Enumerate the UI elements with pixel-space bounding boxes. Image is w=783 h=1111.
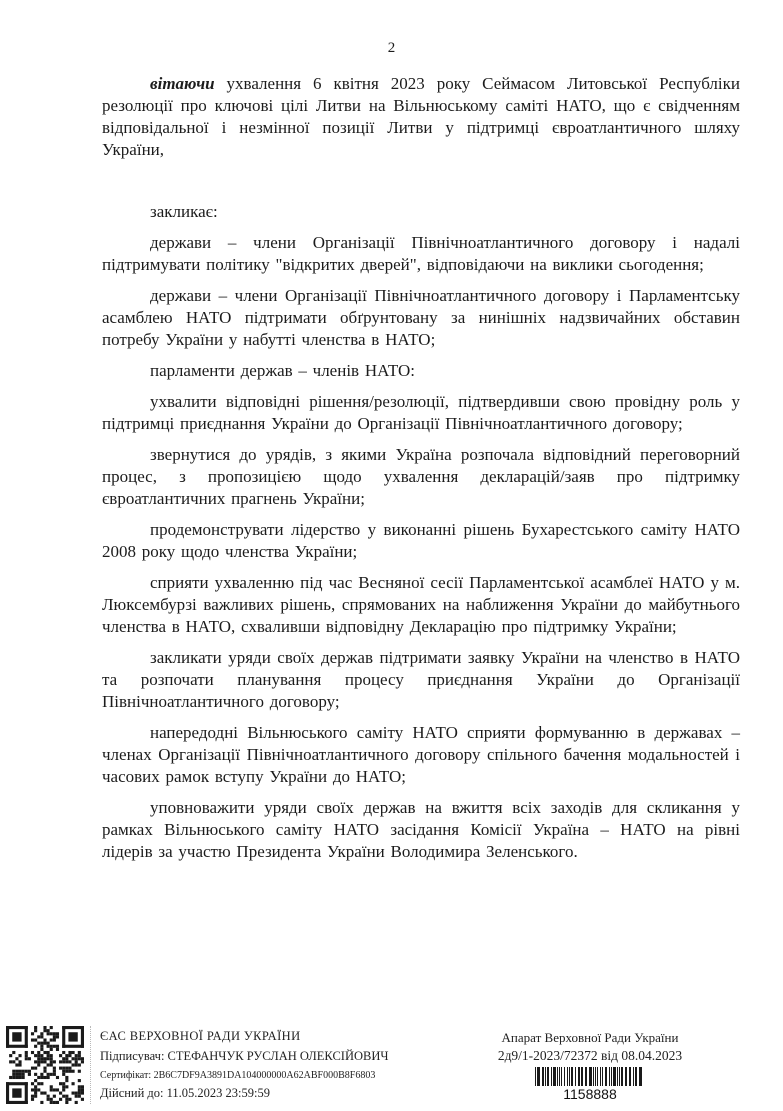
signer-label: Підписувач: — [100, 1049, 165, 1064]
paragraph: звернутися до урядів, з якими Україна розпочала відповідний переговорний процес, з пропозицією щодо ухвалення декларацій/заяв про підтримку євроатлантичних прагнень України; — [102, 445, 740, 508]
validity-value: 11.05.2023 23:59:59 — [166, 1085, 270, 1100]
paragraph: закликає: — [150, 202, 218, 221]
barcode-icon — [517, 1067, 663, 1086]
registration-number: 2д9/1-2023/72372 від 08.04.2023 — [497, 1048, 683, 1063]
paragraph: вітаючи ухвалення 6 квітня 2023 року Сеймасом Литовської Республіки резолюції про ключові цілі Литви на Вільнюському саміті НАТО, що є свідченням відповідальної і незмінної позиції Литви у підтримці євроатлантичного шляху України, — [102, 74, 740, 159]
signer-line — [100, 1049, 389, 1064]
paragraph: парламенти держав – членів НАТО: — [150, 361, 416, 380]
document-body — [102, 73, 740, 872]
paragraph: уповноважити уряди своїх держав на вжиття всіх заходів для скликання у рамках Вільнюського саміту НАТО засідання Комісії Україна – НАТО на рівні лідерів за участю Президента України Володимира Зеленського. — [102, 798, 740, 861]
certificate-value: 2B6C7DF9A3891DA104000000A62ABF000B8F6803 — [153, 1069, 376, 1081]
paragraph: держави – члени Організації Північноатлантичного договору і Парламентську асамблею НАТО підтримати обґрунтовану за нинішніх надзвичайних обставин потребу України у набутті членства в НАТО; — [102, 286, 740, 349]
certificate-line — [100, 1070, 389, 1081]
signature-footer — [0, 1024, 783, 1111]
paragraph: напередодні Вільнюського саміту НАТО сприяти формуванню в державах – членах Організації Північноатлантичного договору спільного бачення модальностей і часових рамок вступу України до НАТО; — [102, 723, 740, 786]
paragraph: продемонструвати лідерство у виконанні рішень Бухарестського саміту НАТО 2008 року щодо членства України; — [102, 520, 740, 561]
apparatus-org-line: Апарат Верховної Ради України — [501, 1030, 679, 1045]
registration-stamp — [440, 1030, 740, 1102]
signature-stamp-text — [90, 1026, 389, 1104]
signer-name: СТЕФАНЧУК РУСЛАН ОЛЕКСІЙОВИЧ — [167, 1049, 389, 1064]
validity-line — [100, 1086, 389, 1101]
page-number: 2 — [387, 40, 396, 56]
paragraph: ухвалити відповідні рішення/резолюції, підтвердивши свою провідну роль у підтримці приєднання України до Організації Північноатлантичного договору; — [102, 392, 740, 433]
eas-org-line: ЄАС ВЕРХОВНОЇ РАДИ УКРАЇНИ — [100, 1029, 301, 1043]
validity-label: Дійсний до: — [100, 1085, 164, 1100]
paragraph-lead-word: вітаючи — [150, 74, 215, 93]
barcode-number: 1158888 — [563, 1086, 617, 1102]
signature-stamp — [6, 1026, 389, 1104]
qr-code-icon — [6, 1026, 84, 1104]
paragraph: сприяти ухваленню під час Весняної сесії Парламентської асамблеї НАТО у м. Люксембурзі важливих рішень, спрямованих на наближення України до майбутнього членства в НАТО, схваливши відповідну Декларацію про підтримку України; — [102, 573, 740, 636]
paragraph: закликати уряди своїх держав підтримати заявку України на членство в НАТО та розпочати планування процесу приєднання України до Організації Північноатлантичного договору; — [102, 648, 740, 711]
certificate-label: Сертифікат: — [100, 1069, 152, 1081]
paragraph: держави – члени Організації Північноатлантичного договору і надалі підтримувати політику "відкритих дверей", відповідаючи на виклики сьогодення; — [102, 233, 740, 274]
